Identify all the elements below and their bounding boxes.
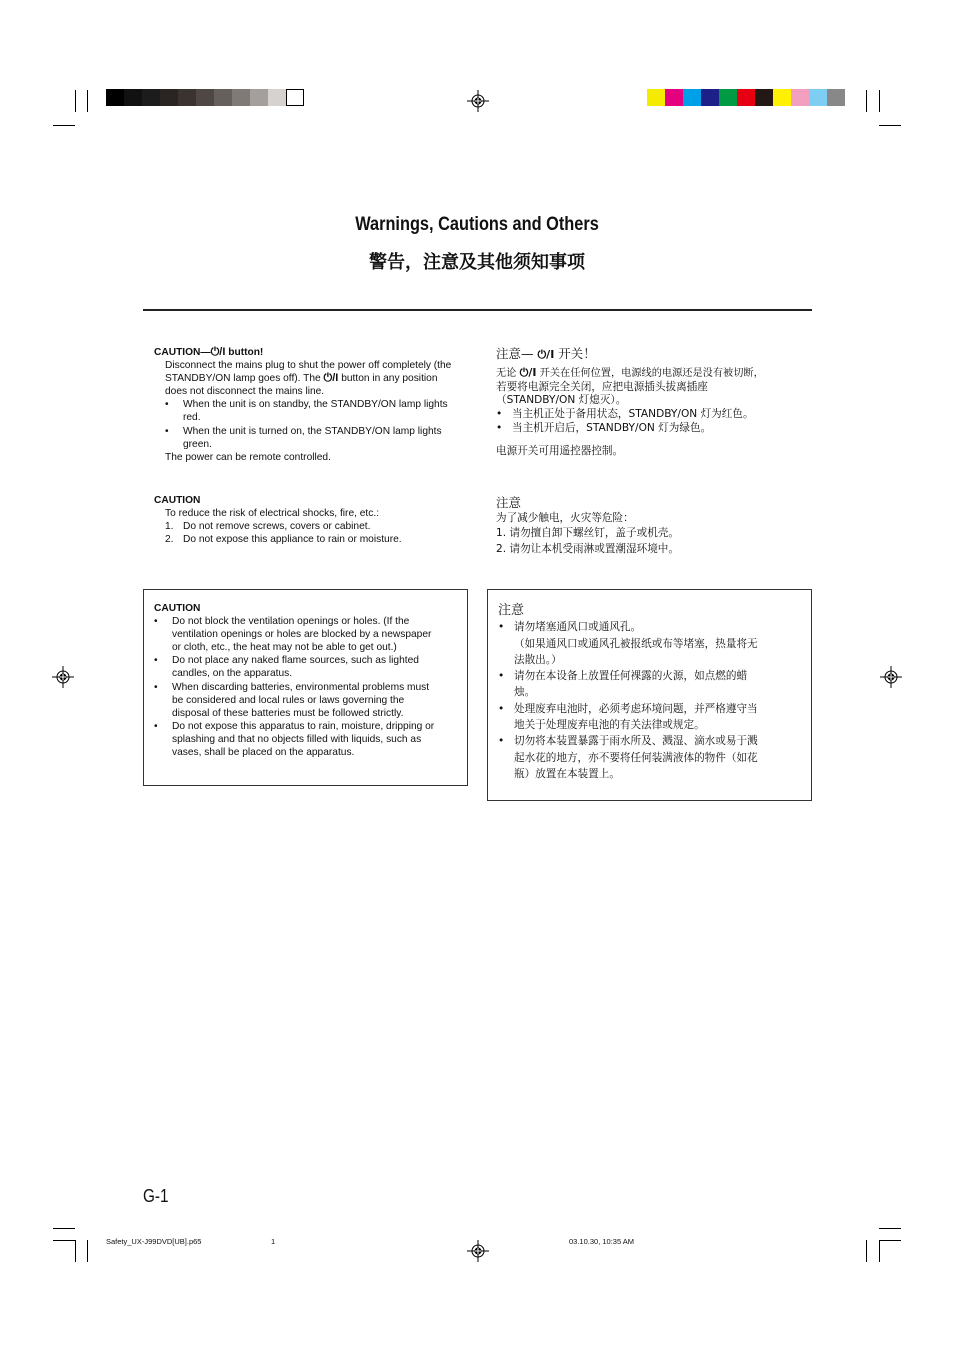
crop-mark — [879, 1240, 880, 1262]
crop-mark — [53, 125, 75, 126]
ventilation-caution-chinese — [498, 603, 763, 782]
calibration-swatch — [196, 89, 214, 106]
calibration-swatch — [232, 89, 250, 106]
power-caution-heading-zh: 注意— ⏻/I 开关！ — [496, 346, 596, 361]
power-button-icon: ⏻/I — [210, 346, 226, 358]
calibration-swatch — [124, 89, 142, 106]
list-item: • Do not expose this apparatus to rain, moisture, dripping or splashing and that no objects filled with liquids, such as vases, shall be placed on the apparatus. — [154, 720, 435, 759]
power-caution-line: STANDBY/ON lamp goes off). The ⏻/I button in any position — [165, 372, 438, 385]
power-caution-line-zh: （STANDBY/ON 灯熄灭）。 — [496, 394, 627, 407]
calibration-swatch — [701, 89, 719, 106]
ventilation-caution-heading-zh: 注意 — [498, 603, 525, 618]
list-item: 1. 请勿擅自卸下螺丝钉，盖子或机壳。 — [496, 527, 679, 539]
list-item: • 处理废弃电池时，必须考虑环境问题，并严格遵守当地关于处理废弃电池的有关法律或规定。 — [498, 702, 758, 732]
registration-mark-icon — [880, 666, 902, 688]
calibration-swatch — [827, 89, 845, 106]
calibration-swatch — [214, 89, 232, 106]
power-caution-line: does not disconnect the mains line. — [165, 386, 325, 398]
list-item: • When discarding batteries, environmental problems must be considered and local rules or laws governing the disposal of these batteries must be followed strictly. — [154, 681, 430, 719]
list-item: • 请勿在本设备上放置任何裸露的火源，如点燃的蜡烛。 — [498, 670, 748, 699]
calibration-swatch — [106, 89, 124, 106]
list-item: • 请勿堵塞通风口或通风孔。 （如果通风口或通风孔被报纸或布等堵塞，热量将无法散出。） — [498, 621, 758, 666]
footer-page: 1 — [271, 1237, 276, 1246]
list-item: • 当主机开启后，STANDBY/ON 灯为绿色。 — [496, 421, 712, 434]
gray-calibration-bar — [106, 89, 304, 106]
calibration-swatch — [809, 89, 827, 106]
crop-mark — [879, 90, 880, 112]
calibration-swatch — [142, 89, 160, 106]
shock-caution-english — [154, 494, 466, 546]
list-item: • When the unit is turned on, the STANDBY/ON lamp lights green. — [165, 425, 442, 450]
page-number: G-1 — [143, 1186, 169, 1206]
crop-mark — [75, 1240, 76, 1262]
ventilation-caution-english — [154, 602, 440, 759]
power-caution-line-zh: 无论 ⏻/I 开关在任何位置，电源线的电源还是没有被切断， — [496, 365, 764, 379]
list-item: 2. 请勿让本机受雨淋或置潮湿环境中。 — [496, 542, 679, 555]
list-item: • When the unit is on standby, the STANDBY/ON lamp lights red. — [165, 399, 448, 424]
registration-mark-icon — [467, 90, 489, 112]
crop-mark — [879, 1240, 901, 1241]
footer-date: 03.10.30, 10:35 AM — [569, 1237, 635, 1246]
shock-caution-chinese — [496, 495, 806, 557]
calibration-swatch — [791, 89, 809, 106]
list-item: • 切勿将本装置暴露于雨水所及、溅湿、滴水或易于溅起水花的地方，亦不要将任何装满液体的物件（如花瓶）放置在本装置上。 — [498, 735, 758, 780]
crop-mark — [53, 1228, 75, 1229]
page-title-english: Warnings, Cautions and Others — [355, 214, 599, 235]
title-divider — [143, 309, 812, 311]
shock-caution-heading: CAUTION — [154, 495, 201, 506]
calibration-swatch — [178, 89, 196, 106]
ventilation-caution-heading: CAUTION — [154, 603, 201, 614]
registration-mark-icon — [467, 1240, 489, 1262]
calibration-swatch — [737, 89, 755, 106]
calibration-swatch — [250, 89, 268, 106]
crop-mark — [75, 90, 76, 112]
list-item: • Do not block the ventilation openings or holes. (If the ventilation openings or holes are blocked by a newspaper or cloth, etc., the heat may not be able to get out.) — [154, 616, 432, 654]
power-caution-line-zh: 若要将电源完全关闭，应把电源插头拔离插座 — [496, 380, 708, 393]
footer-filename: Safety_UX-J99DVD[UB].p65 — [106, 1237, 202, 1246]
list-item: 2. Do not expose this appliance to rain or moisture. — [165, 534, 402, 546]
color-calibration-bar — [647, 89, 845, 106]
page-title-chinese: 警告，注意及其他须知事项 — [369, 252, 585, 273]
shock-caution-intro-zh: 为了减少触电，火灾等危险： — [496, 511, 634, 524]
calibration-swatch — [268, 89, 286, 106]
power-caution-remote-zh: 电源开关可用遥控器控制。 — [496, 444, 624, 457]
power-caution-remote: The power can be remote controlled. — [165, 451, 331, 463]
power-caution-line: Disconnect the mains plug to shut the power off completely (the — [165, 360, 452, 372]
power-caution-english — [154, 346, 466, 464]
shock-caution-heading-zh: 注意 — [496, 495, 522, 510]
power-caution-chinese — [496, 347, 806, 459]
calibration-swatch — [286, 89, 304, 106]
crop-mark — [87, 1240, 88, 1262]
crop-mark — [866, 1240, 867, 1262]
calibration-swatch — [665, 89, 683, 106]
power-button-icon: ⏻/I — [323, 372, 339, 385]
list-item: 1. Do not remove screws, covers or cabinet. — [165, 521, 371, 533]
calibration-swatch — [683, 89, 701, 106]
power-caution-heading: CAUTION—⏻/I button! — [154, 346, 264, 358]
calibration-swatch — [773, 89, 791, 106]
list-item: • Do not place any naked flame sources, such as lighted candles, on the apparatus. — [154, 655, 419, 680]
crop-mark — [879, 125, 901, 126]
calibration-swatch — [647, 89, 665, 106]
crop-mark — [879, 1228, 901, 1229]
calibration-swatch — [755, 89, 773, 106]
list-item: • 当主机正处于备用状态，STANDBY/ON 灯为红色。 — [496, 408, 754, 421]
crop-mark — [87, 90, 88, 112]
power-button-icon: ⏻/I — [537, 348, 555, 361]
calibration-swatch — [160, 89, 178, 106]
crop-mark — [866, 90, 867, 112]
crop-mark — [53, 1240, 75, 1241]
calibration-swatch — [719, 89, 737, 106]
shock-caution-intro: To reduce the risk of electrical shocks, fire, etc.: — [165, 508, 380, 520]
power-button-icon: ⏻/I — [519, 365, 537, 379]
registration-mark-icon — [52, 666, 74, 688]
